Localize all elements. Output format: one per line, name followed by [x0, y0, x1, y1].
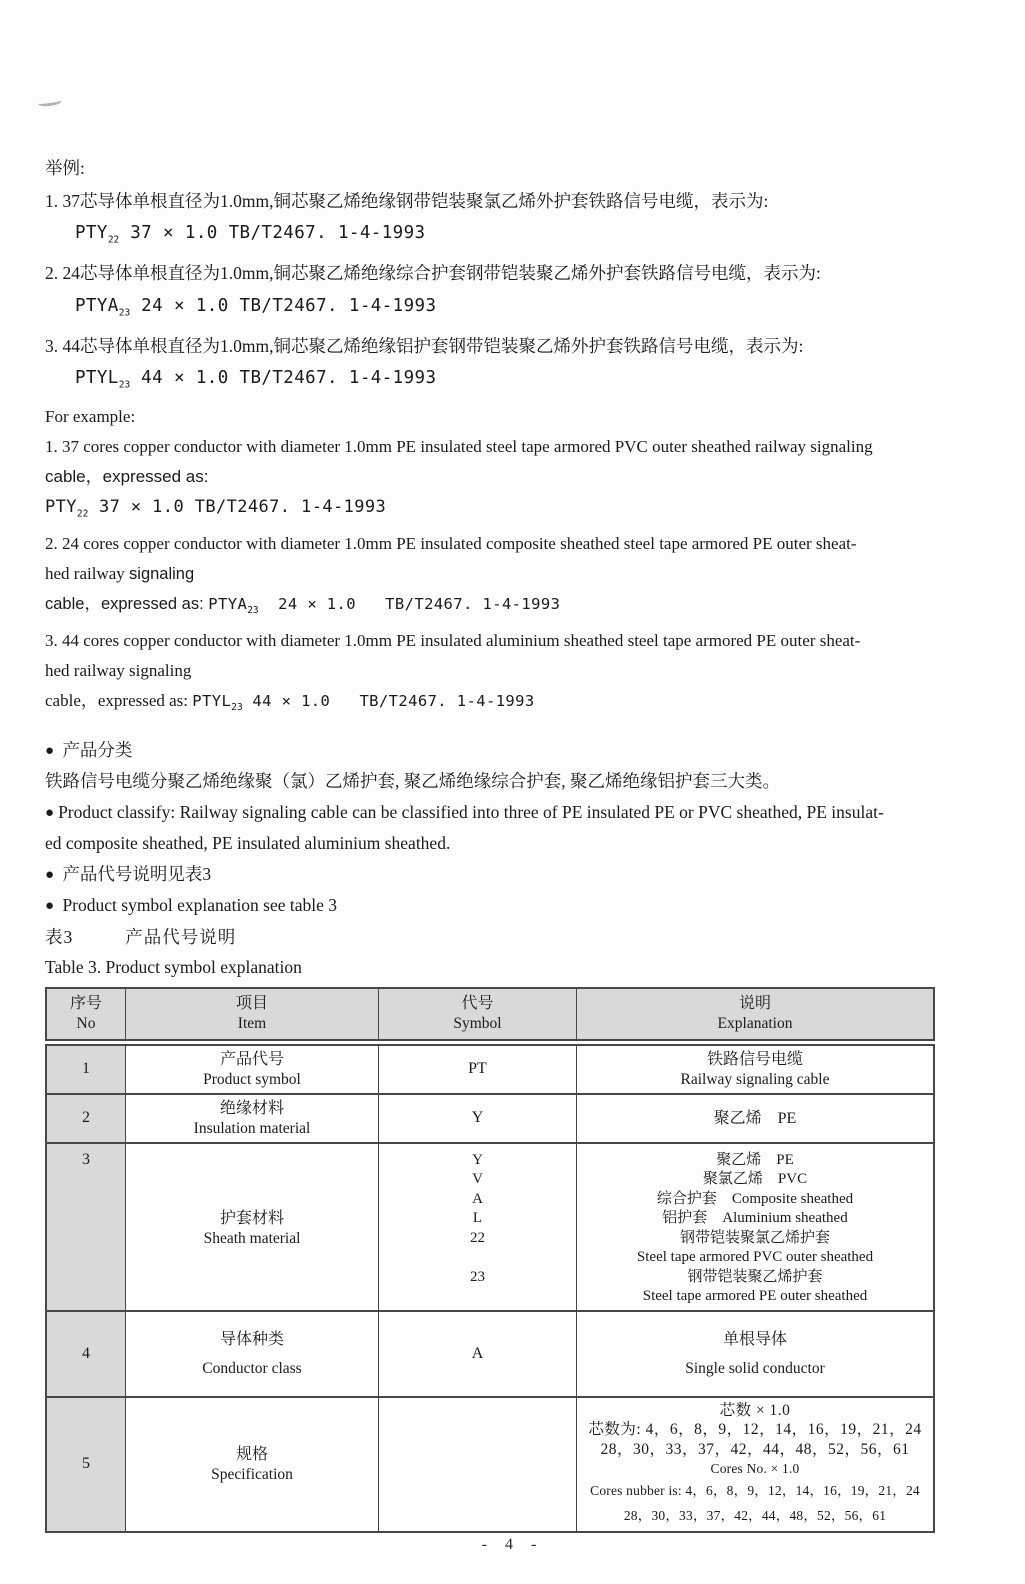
text-run: Product classify: Railway signaling cable can be classified into three of PE insulated PE or PVC sheathed, PE insulat-: [58, 801, 884, 822]
cable-code-subscript: 23: [118, 307, 131, 318]
cell-no: 3: [47, 1144, 125, 1310]
example-en-3-formula: [192, 692, 535, 714]
heading-text: 产品分类: [62, 739, 133, 760]
cell-no: 1: [47, 1046, 125, 1093]
cell-item: [125, 1095, 378, 1142]
cable-code: PTY: [75, 223, 108, 243]
cable-code-subscript: 23: [247, 605, 259, 617]
cable-spec: 37 × 1.0 TB/T2467. 1-4-1993: [88, 497, 387, 517]
table-body: [45, 1044, 935, 1533]
header-en: No: [76, 1014, 96, 1032]
header-cell-symbol: [378, 989, 576, 1039]
explanation-cn: 聚乙烯 PE: [713, 1109, 797, 1127]
cell-explanation: 芯数 × 1.0 芯数为: 4，6，8，9，12，14，16，19，21，24 28，30，33，37，42，44，48，52，56，61 Cores No. × 1.0 Cores nubber is: 4，6，8，9，12，14，16，19，21，24 28，30，33，37，42，44，48，52，56，61: [576, 1398, 933, 1531]
cable-code: PTYA: [75, 295, 119, 316]
cell-no: 5: [47, 1398, 125, 1531]
table-caption-title: 产品代号说明: [125, 926, 237, 947]
table-row: [47, 1396, 933, 1531]
cell-item: [125, 1312, 378, 1396]
example-cn-2-formula: [45, 290, 965, 330]
classify-en-line1: [45, 797, 965, 829]
bullet-icon: ●: [45, 866, 55, 883]
explanation-cn: 铁路信号电缆: [706, 1050, 803, 1068]
table-caption-label: 表3: [45, 926, 74, 947]
classification-section: [45, 735, 965, 983]
table-header-row: [45, 987, 935, 1041]
examples-heading-cn: 举例:: [45, 158, 85, 178]
cell-symbol: [378, 1398, 576, 1531]
example-en-1-line2: cable，expressed as:: [45, 467, 209, 486]
cable-spec: 37 × 1.0 TB/T2467. 1-4-1993: [119, 223, 426, 243]
example-cn-3-formula: [45, 362, 965, 402]
header-cn: 代号: [461, 994, 494, 1012]
cable-code-subscript: 23: [118, 379, 131, 391]
cable-spec: 24 × 1.0 TB/T2467. 1-4-1993: [130, 295, 437, 316]
page-content: [45, 152, 965, 1533]
cell-explanation: [576, 1046, 933, 1093]
cell-explanation: [576, 1312, 933, 1396]
cell-symbol: Y V A L 22 23: [378, 1144, 576, 1310]
cable-code: PTYL: [192, 692, 232, 711]
cell-symbol: Y: [378, 1095, 576, 1142]
cell-no: 4: [47, 1312, 125, 1396]
header-en: Item: [237, 1014, 267, 1032]
header-cn: 说明: [738, 994, 771, 1012]
explanation-cn: 单根导体: [722, 1330, 787, 1348]
example-en-1-formula: [45, 492, 965, 529]
header-cn: 项目: [235, 994, 268, 1012]
cell-item: [125, 1398, 378, 1531]
table-caption-cn: [45, 922, 965, 953]
item-cn: 导体种类: [219, 1330, 284, 1348]
example-en-1-line1: 1. 37 cores copper conductor with diameter 1.0mm PE insulated steel tape armored PVC outer sheathed railway signaling: [45, 437, 873, 456]
classify-en-line2: ed composite sheathed, PE insulated aluminium sheathed.: [45, 833, 451, 854]
example-en-2-formula: [208, 595, 561, 617]
cell-symbol: PT: [378, 1046, 576, 1093]
text-run: Product symbol explanation see table 3: [62, 895, 338, 916]
cable-code-subscript: 22: [107, 234, 120, 246]
classify-body-cn: 铁路信号电缆分聚乙烯绝缘聚（氯）乙烯护套, 聚乙烯绝缘综合护套, 聚乙烯绝缘铝护套三大类。: [45, 771, 780, 792]
symbol-note-en: [45, 890, 965, 922]
example-cn-1: 1. 37芯导体单根直径为1.0mm,铜芯聚乙烯绝缘钢带铠装聚氯乙烯外护套铁路信号电缆，表示为:: [45, 190, 769, 211]
table-caption-en: Table 3. Product symbol explanation: [45, 957, 302, 978]
item-cn: 护套材料: [219, 1210, 284, 1228]
header-cell-no: [47, 989, 125, 1039]
bullet-icon: ●: [45, 742, 55, 759]
symbol-note-cn: [45, 859, 965, 891]
header-cn: 序号: [69, 994, 102, 1012]
explanation-en: Railway signaling cable: [680, 1070, 830, 1088]
item-en: Conductor class: [202, 1359, 302, 1377]
header-en: Explanation: [717, 1014, 793, 1032]
cell-item: [125, 1046, 378, 1093]
text-run: cable，expressed as:: [45, 691, 193, 711]
item-en: Insulation material: [193, 1119, 311, 1137]
bullet-icon: ●: [45, 804, 55, 821]
example-cn-1-formula: [45, 217, 965, 257]
text-run: 产品代号说明见表3: [62, 863, 212, 884]
examples-cn-section: [45, 152, 965, 402]
item-cn: 产品代号: [219, 1050, 284, 1068]
product-symbol-table: [45, 987, 935, 1533]
cell-explanation: [576, 1095, 933, 1142]
cable-spec: 44 × 1.0 TB/T2467. 1-4-1993: [242, 692, 535, 711]
cable-code: PTY: [45, 497, 77, 517]
table-row: [47, 1142, 933, 1310]
bullet-icon: ●: [45, 898, 55, 915]
cell-no: 2: [47, 1095, 125, 1142]
cable-code: PTYA: [208, 595, 248, 614]
cell-item: [125, 1144, 378, 1310]
cell-symbol: A: [378, 1312, 576, 1396]
example-cn-2: 2. 24芯导体单根直径为1.0mm,铜芯聚乙烯绝缘综合护套钢带铠装聚乙烯外护套铁路信号电缆，表示为:: [45, 263, 821, 283]
examples-heading-en: For example:: [45, 407, 136, 426]
cable-code-subscript: 22: [76, 508, 89, 520]
example-cn-3: 3. 44芯导体单根直径为1.0mm,铜芯聚乙烯绝缘铝护套钢带铠装聚乙烯外护套铁路信号电缆，表示为:: [45, 335, 804, 356]
table-row: [47, 1046, 933, 1093]
classify-heading-cn: [45, 735, 965, 767]
header-cell-item: [125, 989, 378, 1039]
cable-spec: 24 × 1.0 TB/T2467. 1-4-1993: [258, 595, 561, 614]
examples-en-section: [45, 402, 965, 724]
example-en-3-line1: 3. 44 cores copper conductor with diameter 1.0mm PE insulated aluminium sheathed steel tape armored PE outer sheat-: [45, 631, 861, 651]
item-en: Product symbol: [203, 1070, 301, 1088]
text-run: signaling: [129, 565, 195, 584]
table-row: [47, 1093, 933, 1142]
item-cn: 绝缘材料: [219, 1099, 284, 1117]
text-run: hed railway: [45, 564, 130, 584]
explanation-en: Single solid conductor: [685, 1359, 825, 1377]
example-en-3-line3: [45, 686, 965, 723]
page-number: - 4 -: [481, 1536, 544, 1553]
scan-smudge-mark: [38, 96, 63, 107]
example-en-2-line3: [45, 589, 965, 626]
item-cn: 规格: [235, 1445, 268, 1463]
item-en: Sheath material: [203, 1230, 301, 1248]
example-en-2-line2: [45, 559, 965, 589]
table-row: [47, 1310, 933, 1396]
header-en: Symbol: [453, 1014, 502, 1032]
cable-code: PTYL: [75, 368, 119, 388]
example-en-2-line1: 2. 24 cores copper conductor with diameter 1.0mm PE insulated composite sheathed steel tape armored PE outer sheat-: [45, 534, 857, 554]
text-run: cable，expressed as:: [45, 595, 209, 614]
cable-spec: 44 × 1.0 TB/T2467. 1-4-1993: [130, 368, 437, 388]
cell-explanation: 聚乙烯 PE 聚氯乙烯 PVC 综合护套 Composite sheathed 铝护套 Aluminium sheathed 钢带铠装聚氯乙烯护套 Steel tape armored PVC outer sheathed 钢带铠装聚乙烯护套 Steel tape armored PE outer sheathed: [576, 1144, 933, 1310]
header-cell-explanation: [576, 989, 933, 1039]
cable-code-subscript: 23: [231, 702, 243, 714]
item-en: Specification: [211, 1465, 293, 1483]
example-en-3-line2: hed railway signaling: [45, 661, 192, 681]
